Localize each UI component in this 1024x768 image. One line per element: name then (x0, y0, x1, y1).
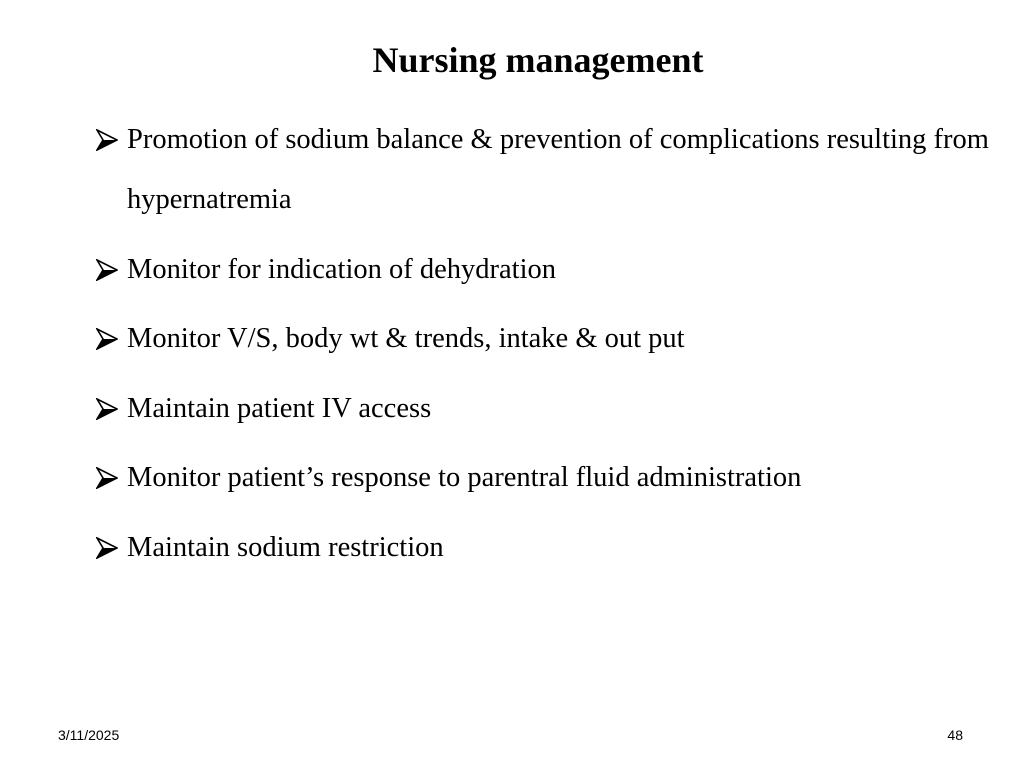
page-number: 48 (947, 727, 963, 743)
slide-title: Nursing management (372, 40, 704, 80)
footer-date: 3/11/2025 (58, 727, 120, 743)
bullet-item (96, 309, 996, 369)
bullet-item (96, 379, 996, 439)
arrowhead-bullet-icon (96, 328, 118, 350)
bullet-item (96, 110, 996, 230)
arrowhead-bullet-icon (96, 537, 118, 559)
bullet-text: Maintain patient IV access (127, 392, 432, 424)
bullet-text: Monitor V/S, body wt & trends, intake & out put (127, 323, 685, 354)
arrowhead-bullet-icon (96, 259, 118, 281)
bullet-list (96, 110, 996, 587)
bullet-item (96, 518, 996, 578)
bullet-item (96, 240, 996, 300)
arrowhead-bullet-icon (96, 398, 118, 420)
bullet-text: Monitor for indication of dehydration (127, 253, 556, 285)
arrowhead-bullet-icon (96, 129, 118, 151)
bullet-item (96, 448, 996, 508)
bullet-text: Maintain sodium restriction (127, 531, 444, 563)
bullet-text: Monitor patient’s response to parentral fluid administration (127, 462, 802, 493)
arrowhead-bullet-icon (96, 467, 118, 489)
bullet-text: Promotion of sodium balance & prevention of complications resulting from hypernatremia (127, 124, 989, 215)
